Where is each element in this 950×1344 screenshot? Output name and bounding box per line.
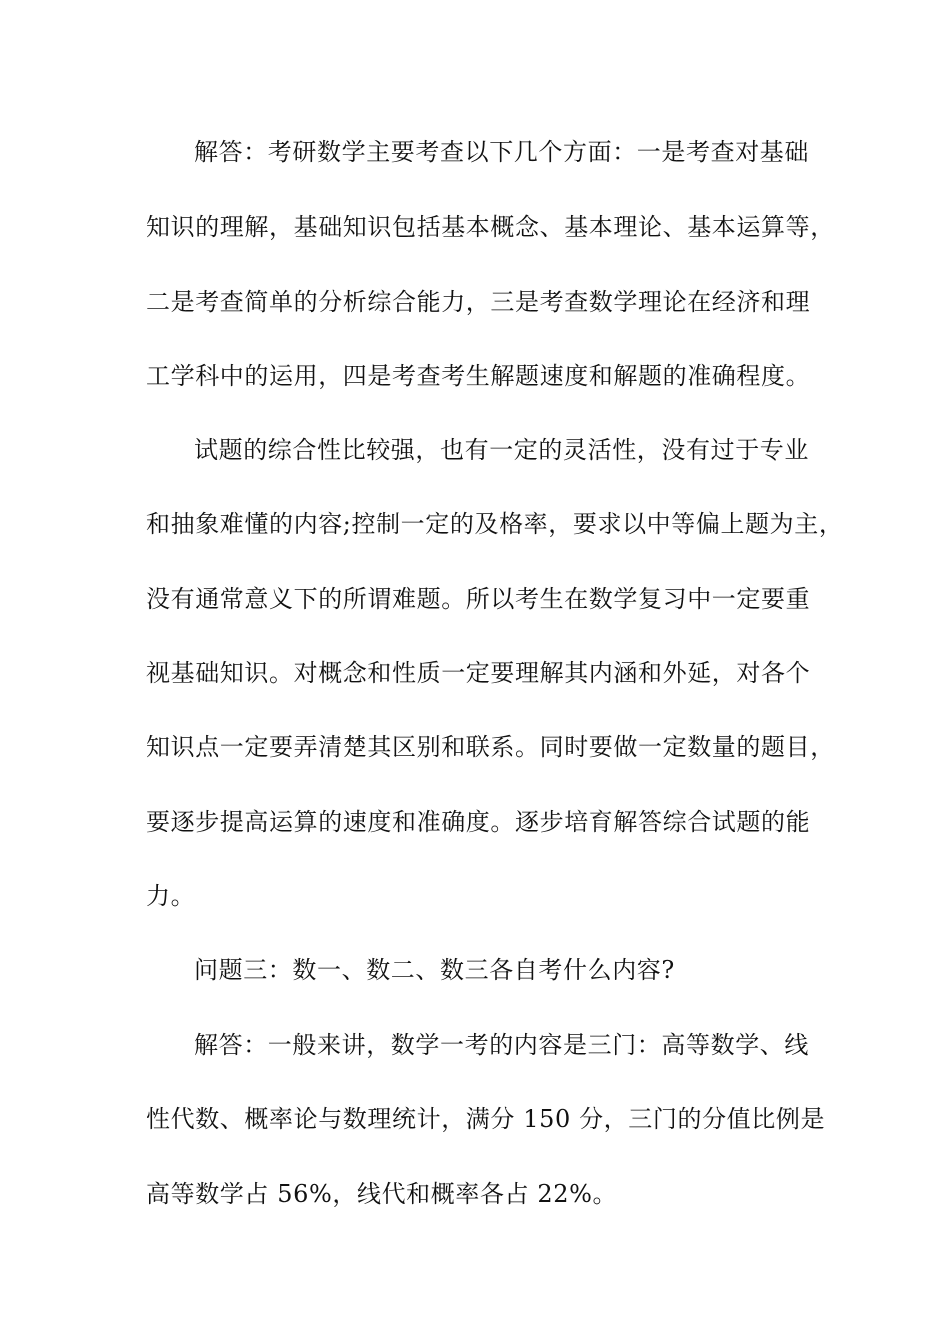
paragraph-3-line-3: 高等数学占 56%，线代和概率各占 22%。 xyxy=(146,1180,618,1208)
paragraph-1-line-2: 知识的理解，基础知识包括基本概念、基本理论、基本运算等， xyxy=(146,213,835,241)
paragraph-2-line-4: 视基础知识。对概念和性质一定要理解其内涵和外延，对各个 xyxy=(146,659,811,687)
paragraph-2-line-6: 要逐步提高运算的速度和准确度。逐步培育解答综合试题的能 xyxy=(146,808,811,836)
paragraph-2-line-5: 知识点一定要弄清楚其区别和联系。同时要做一定数量的题目， xyxy=(146,733,835,761)
paragraph-3-line-2: 性代数、概率论与数理统计，满分 150 分，三门的分值比例是 xyxy=(146,1105,826,1133)
paragraph-3-line-1: 解答：一般来讲，数学一考的内容是三门：高等数学、线 xyxy=(194,1031,809,1059)
paragraph-1-line-1: 解答：考研数学主要考查以下几个方面：一是考查对基础 xyxy=(194,138,809,166)
paragraph-2-line-7: 力。 xyxy=(146,882,196,910)
question-3-heading: 问题三：数一、数二、数三各自考什么内容? xyxy=(194,956,675,984)
paragraph-2-line-3: 没有通常意义下的所谓难题。所以考生在数学复习中一定要重 xyxy=(146,585,811,613)
paragraph-2-line-1: 试题的综合性比较强，也有一定的灵活性，没有过于专业 xyxy=(194,436,809,464)
paragraph-1-line-3: 二是考查简单的分析综合能力，三是考查数学理论在经济和理 xyxy=(146,288,811,316)
paragraph-2-line-2: 和抽象难懂的内容;控制一定的及格率，要求以中等偏上题为主， xyxy=(146,510,844,538)
paragraph-1-line-4: 工学科中的运用，四是考查考生解题速度和解题的准确程度。 xyxy=(146,362,811,390)
